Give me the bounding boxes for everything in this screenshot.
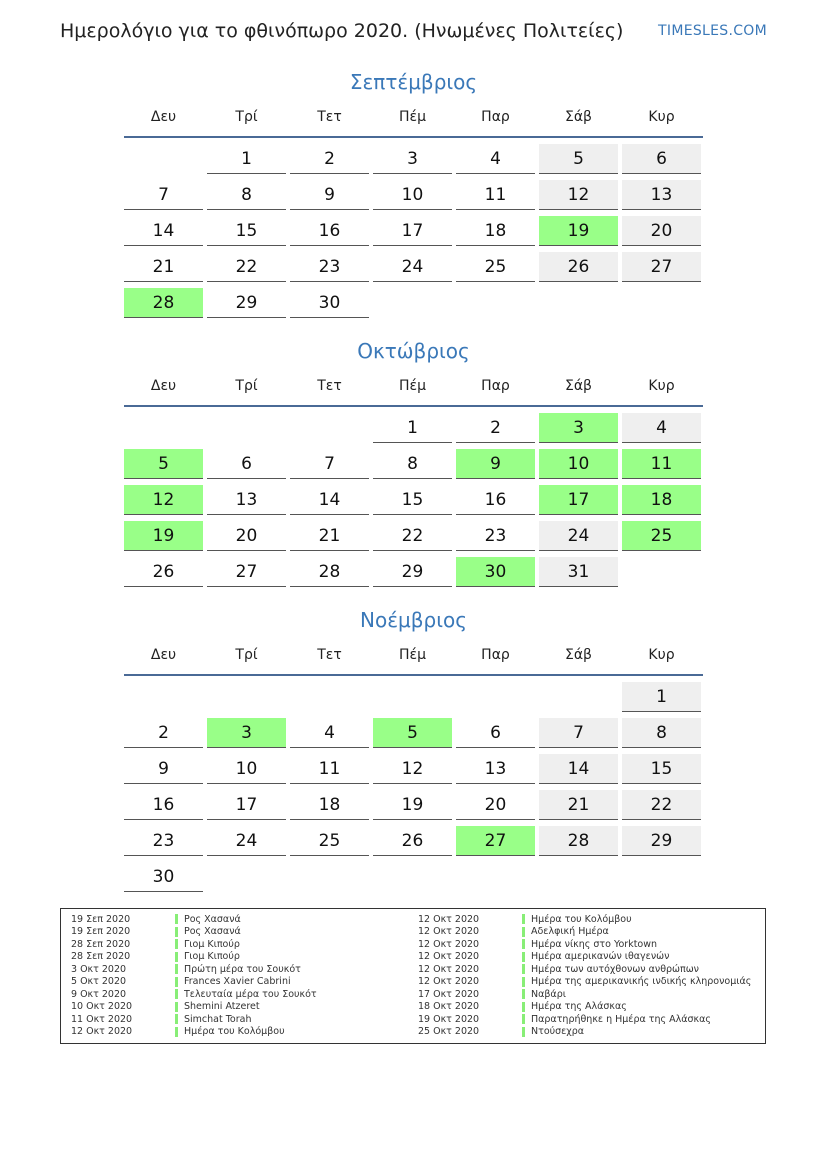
weekday-label: Σάβ <box>564 378 592 394</box>
legend-marker <box>175 964 178 974</box>
legend-marker <box>522 952 525 962</box>
day-cell: 15 <box>207 216 286 246</box>
legend-marker <box>522 989 525 999</box>
legend-item <box>71 913 408 926</box>
day-cell: 10 <box>207 754 286 784</box>
day-cell: 22 <box>373 521 452 551</box>
day-cell: 24 <box>539 521 618 551</box>
site-logo[interactable]: TIMESLES.COM <box>658 23 767 39</box>
legend-item <box>418 1001 755 1014</box>
day-cell: 5 <box>124 449 203 479</box>
legend-holiday-name: Ημέρα της Αλάσκας <box>531 1001 627 1013</box>
legend-holiday-name: Ντούσεχρα <box>531 1026 585 1038</box>
day-cell: 31 <box>539 557 618 587</box>
day-cell: 18 <box>290 790 369 820</box>
legend-marker <box>522 1002 525 1012</box>
legend-date: 12 Οκτ 2020 <box>71 1026 133 1038</box>
legend-holiday-name: Ημέρα των αυτόχθονων ανθρώπων <box>531 963 699 975</box>
legend-holiday-name: Ρος Χασανά <box>184 926 241 938</box>
weekday-label: Παρ <box>481 109 510 125</box>
legend-column <box>71 913 408 1039</box>
legend-date: 12 Οκτ 2020 <box>418 938 480 950</box>
day-cell: 11 <box>456 180 535 210</box>
legend-date: 12 Οκτ 2020 <box>418 976 480 988</box>
day-cell: 24 <box>373 252 452 282</box>
day-cell: 1 <box>207 144 286 174</box>
legend-item <box>418 1026 755 1039</box>
days-grid <box>124 413 703 587</box>
weekday-header <box>124 106 703 138</box>
day-cell: 13 <box>622 180 701 210</box>
legend-date: 12 Οκτ 2020 <box>418 913 480 925</box>
day-cell: 18 <box>456 216 535 246</box>
legend-date: 25 Οκτ 2020 <box>418 1026 480 1038</box>
empty-cell <box>124 413 203 443</box>
day-cell: 25 <box>456 252 535 282</box>
day-cell: 10 <box>373 180 452 210</box>
weekday-label: Τετ <box>317 109 342 125</box>
legend-holiday-name: Ημέρα του Κολόμβου <box>531 913 632 925</box>
day-cell: 2 <box>290 144 369 174</box>
legend-item <box>418 926 755 939</box>
legend-item <box>418 976 755 989</box>
day-cell: 16 <box>124 790 203 820</box>
day-cell: 12 <box>373 754 452 784</box>
day-cell: 19 <box>373 790 452 820</box>
day-cell: 8 <box>373 449 452 479</box>
legend-holiday-name: Ρος Χασανά <box>184 913 241 925</box>
legend-marker <box>175 1027 178 1037</box>
day-cell: 15 <box>622 754 701 784</box>
day-cell: 14 <box>290 485 369 515</box>
legend-marker <box>522 1014 525 1024</box>
day-cell: 29 <box>373 557 452 587</box>
day-cell: 28 <box>539 826 618 856</box>
empty-cell <box>373 682 452 712</box>
legend-date: 28 Σεπ 2020 <box>71 938 131 950</box>
legend-holiday-name: Παρατηρήθηκε η Ημέρα της Αλάσκας <box>531 1013 711 1025</box>
day-cell: 13 <box>456 754 535 784</box>
day-cell: 23 <box>456 521 535 551</box>
legend-holiday-name: Simchat Torah <box>184 1013 252 1025</box>
weekday-label: Δευ <box>150 109 177 125</box>
legend-item <box>71 963 408 976</box>
day-cell: 8 <box>622 718 701 748</box>
legend-holiday-name: Ημέρα της αμερικανικής ινδικής κληρονομιάς <box>531 976 752 988</box>
month-november <box>124 606 703 892</box>
day-cell: 17 <box>373 216 452 246</box>
legend-date: 5 Οκτ 2020 <box>71 976 127 988</box>
weekday-header <box>124 644 703 676</box>
day-cell: 17 <box>207 790 286 820</box>
day-cell: 15 <box>373 485 452 515</box>
day-cell: 11 <box>622 449 701 479</box>
weekday-label: Πέμ <box>398 109 426 125</box>
days-grid <box>124 144 703 318</box>
day-cell: 4 <box>290 718 369 748</box>
weekday-label: Κυρ <box>648 647 675 663</box>
legend-marker <box>175 952 178 962</box>
empty-cell <box>124 682 203 712</box>
day-cell: 5 <box>539 144 618 174</box>
day-cell: 18 <box>622 485 701 515</box>
day-cell: 5 <box>373 718 452 748</box>
legend-marker <box>175 914 178 924</box>
day-cell: 9 <box>456 449 535 479</box>
legend-marker <box>522 977 525 987</box>
legend-marker <box>175 1002 178 1012</box>
month-september <box>124 68 703 318</box>
legend-marker <box>175 977 178 987</box>
legend-marker <box>175 939 178 949</box>
day-cell: 27 <box>622 252 701 282</box>
legend-item <box>71 1026 408 1039</box>
day-cell: 13 <box>207 485 286 515</box>
day-cell: 21 <box>539 790 618 820</box>
day-cell: 20 <box>207 521 286 551</box>
legend-column <box>418 913 755 1039</box>
weekday-label: Παρ <box>481 647 510 663</box>
legend-holiday-name: Γιομ Κιπούρ <box>184 951 240 963</box>
empty-cell <box>539 682 618 712</box>
day-cell: 12 <box>539 180 618 210</box>
weekday-label: Σάβ <box>564 647 592 663</box>
legend-marker <box>522 939 525 949</box>
legend-date: 12 Οκτ 2020 <box>418 963 480 975</box>
legend-date: 9 Οκτ 2020 <box>71 988 127 1000</box>
day-cell: 23 <box>124 826 203 856</box>
day-cell: 20 <box>622 216 701 246</box>
legend-date: 19 Σεπ 2020 <box>71 926 131 938</box>
day-cell: 30 <box>124 862 203 892</box>
legend-marker <box>522 964 525 974</box>
day-cell: 1 <box>622 682 701 712</box>
legend-date: 19 Οκτ 2020 <box>418 1013 480 1025</box>
day-cell: 14 <box>124 216 203 246</box>
legend-date: 10 Οκτ 2020 <box>71 1001 133 1013</box>
day-cell: 21 <box>124 252 203 282</box>
day-cell: 25 <box>622 521 701 551</box>
empty-cell <box>207 413 286 443</box>
empty-cell <box>124 144 203 174</box>
day-cell: 6 <box>456 718 535 748</box>
legend-holiday-name: Ημέρα αμερικανών ιθαγενών <box>531 951 670 963</box>
legend-item <box>418 951 755 964</box>
legend-date: 18 Οκτ 2020 <box>418 1001 480 1013</box>
weekday-label: Παρ <box>481 378 510 394</box>
day-cell: 28 <box>290 557 369 587</box>
weekday-label: Πέμ <box>398 647 426 663</box>
legend-holiday-name: Ημέρα νίκης στο Yorktown <box>531 938 658 950</box>
days-grid <box>124 682 703 892</box>
weekday-label: Τρί <box>235 378 258 394</box>
month-october <box>124 337 703 587</box>
day-cell: 26 <box>373 826 452 856</box>
legend-marker <box>175 927 178 937</box>
day-cell: 25 <box>290 826 369 856</box>
day-cell: 11 <box>290 754 369 784</box>
legend-date: 19 Σεπ 2020 <box>71 913 131 925</box>
day-cell: 23 <box>290 252 369 282</box>
day-cell: 9 <box>124 754 203 784</box>
day-cell: 24 <box>207 826 286 856</box>
day-cell: 28 <box>124 288 203 318</box>
day-cell: 12 <box>124 485 203 515</box>
legend-item <box>418 938 755 951</box>
month-title: Σεπτέμβριος <box>349 70 478 94</box>
day-cell: 3 <box>207 718 286 748</box>
empty-cell <box>290 413 369 443</box>
day-cell: 19 <box>539 216 618 246</box>
legend-marker <box>522 927 525 937</box>
day-cell: 27 <box>207 557 286 587</box>
day-cell: 7 <box>290 449 369 479</box>
legend-date: 17 Οκτ 2020 <box>418 988 480 1000</box>
empty-cell <box>207 682 286 712</box>
legend-item <box>418 963 755 976</box>
legend-item <box>71 1013 408 1026</box>
day-cell: 2 <box>124 718 203 748</box>
day-cell: 16 <box>456 485 535 515</box>
weekday-label: Τρί <box>235 109 258 125</box>
day-cell: 29 <box>207 288 286 318</box>
legend-date: 28 Σεπ 2020 <box>71 951 131 963</box>
page-title: Ημερολόγιο για το φθινόπωρο 2020. (Ηνωμένες Πολιτείες) <box>60 20 624 42</box>
weekday-label: Τετ <box>317 647 342 663</box>
weekday-label: Κυρ <box>648 378 675 394</box>
day-cell: 19 <box>124 521 203 551</box>
weekday-header <box>124 375 703 407</box>
day-cell: 14 <box>539 754 618 784</box>
legend-item <box>71 988 408 1001</box>
legend-item <box>71 951 408 964</box>
legend-date: 12 Οκτ 2020 <box>418 951 480 963</box>
legend-date: 11 Οκτ 2020 <box>71 1013 133 1025</box>
day-cell: 4 <box>622 413 701 443</box>
empty-cell <box>290 682 369 712</box>
legend-holiday-name: Τελευταία μέρα του Σουκότ <box>184 988 317 1000</box>
day-cell: 17 <box>539 485 618 515</box>
day-cell: 7 <box>539 718 618 748</box>
legend-marker <box>175 989 178 999</box>
legend-holiday-name: Πρώτη μέρα του Σουκότ <box>184 963 301 975</box>
legend-item <box>71 1001 408 1014</box>
day-cell: 8 <box>207 180 286 210</box>
day-cell: 2 <box>456 413 535 443</box>
day-cell: 22 <box>207 252 286 282</box>
legend-date: 3 Οκτ 2020 <box>71 963 127 975</box>
legend-item <box>71 926 408 939</box>
day-cell: 26 <box>539 252 618 282</box>
legend-marker <box>522 1027 525 1037</box>
day-cell: 1 <box>373 413 452 443</box>
day-cell: 29 <box>622 826 701 856</box>
day-cell: 27 <box>456 826 535 856</box>
weekday-label: Σάβ <box>564 109 592 125</box>
weekday-label: Τρί <box>235 647 258 663</box>
day-cell: 16 <box>290 216 369 246</box>
holiday-legend <box>60 908 766 1044</box>
day-cell: 3 <box>539 413 618 443</box>
legend-item <box>418 913 755 926</box>
legend-item <box>418 1013 755 1026</box>
day-cell: 21 <box>290 521 369 551</box>
day-cell: 30 <box>290 288 369 318</box>
empty-cell <box>456 682 535 712</box>
legend-holiday-name: Αδελφική Ημέρα <box>531 926 609 938</box>
month-title: Οκτώβριος <box>357 339 470 363</box>
legend-item <box>71 938 408 951</box>
legend-holiday-name: Ημέρα του Κολόμβου <box>184 1026 285 1038</box>
legend-holiday-name: Γιομ Κιπούρ <box>184 938 240 950</box>
legend-item <box>418 988 755 1001</box>
legend-item <box>71 976 408 989</box>
day-cell: 9 <box>290 180 369 210</box>
legend-date: 12 Οκτ 2020 <box>418 926 480 938</box>
weekday-label: Πέμ <box>398 378 426 394</box>
month-title: Νοέμβριος <box>360 608 467 632</box>
day-cell: 7 <box>124 180 203 210</box>
day-cell: 30 <box>456 557 535 587</box>
legend-holiday-name: Frances Xavier Cabrini <box>184 976 291 988</box>
legend-holiday-name: Ναβάρι <box>531 988 566 1000</box>
weekday-label: Τετ <box>317 378 342 394</box>
weekday-label: Δευ <box>150 647 177 663</box>
weekday-label: Κυρ <box>648 109 675 125</box>
day-cell: 4 <box>456 144 535 174</box>
day-cell: 26 <box>124 557 203 587</box>
weekday-label: Δευ <box>150 378 177 394</box>
day-cell: 3 <box>373 144 452 174</box>
legend-holiday-name: Shemini Atzeret <box>184 1001 260 1013</box>
day-cell: 10 <box>539 449 618 479</box>
legend-marker <box>175 1014 178 1024</box>
day-cell: 6 <box>622 144 701 174</box>
day-cell: 6 <box>207 449 286 479</box>
legend-marker <box>522 914 525 924</box>
day-cell: 22 <box>622 790 701 820</box>
day-cell: 20 <box>456 790 535 820</box>
